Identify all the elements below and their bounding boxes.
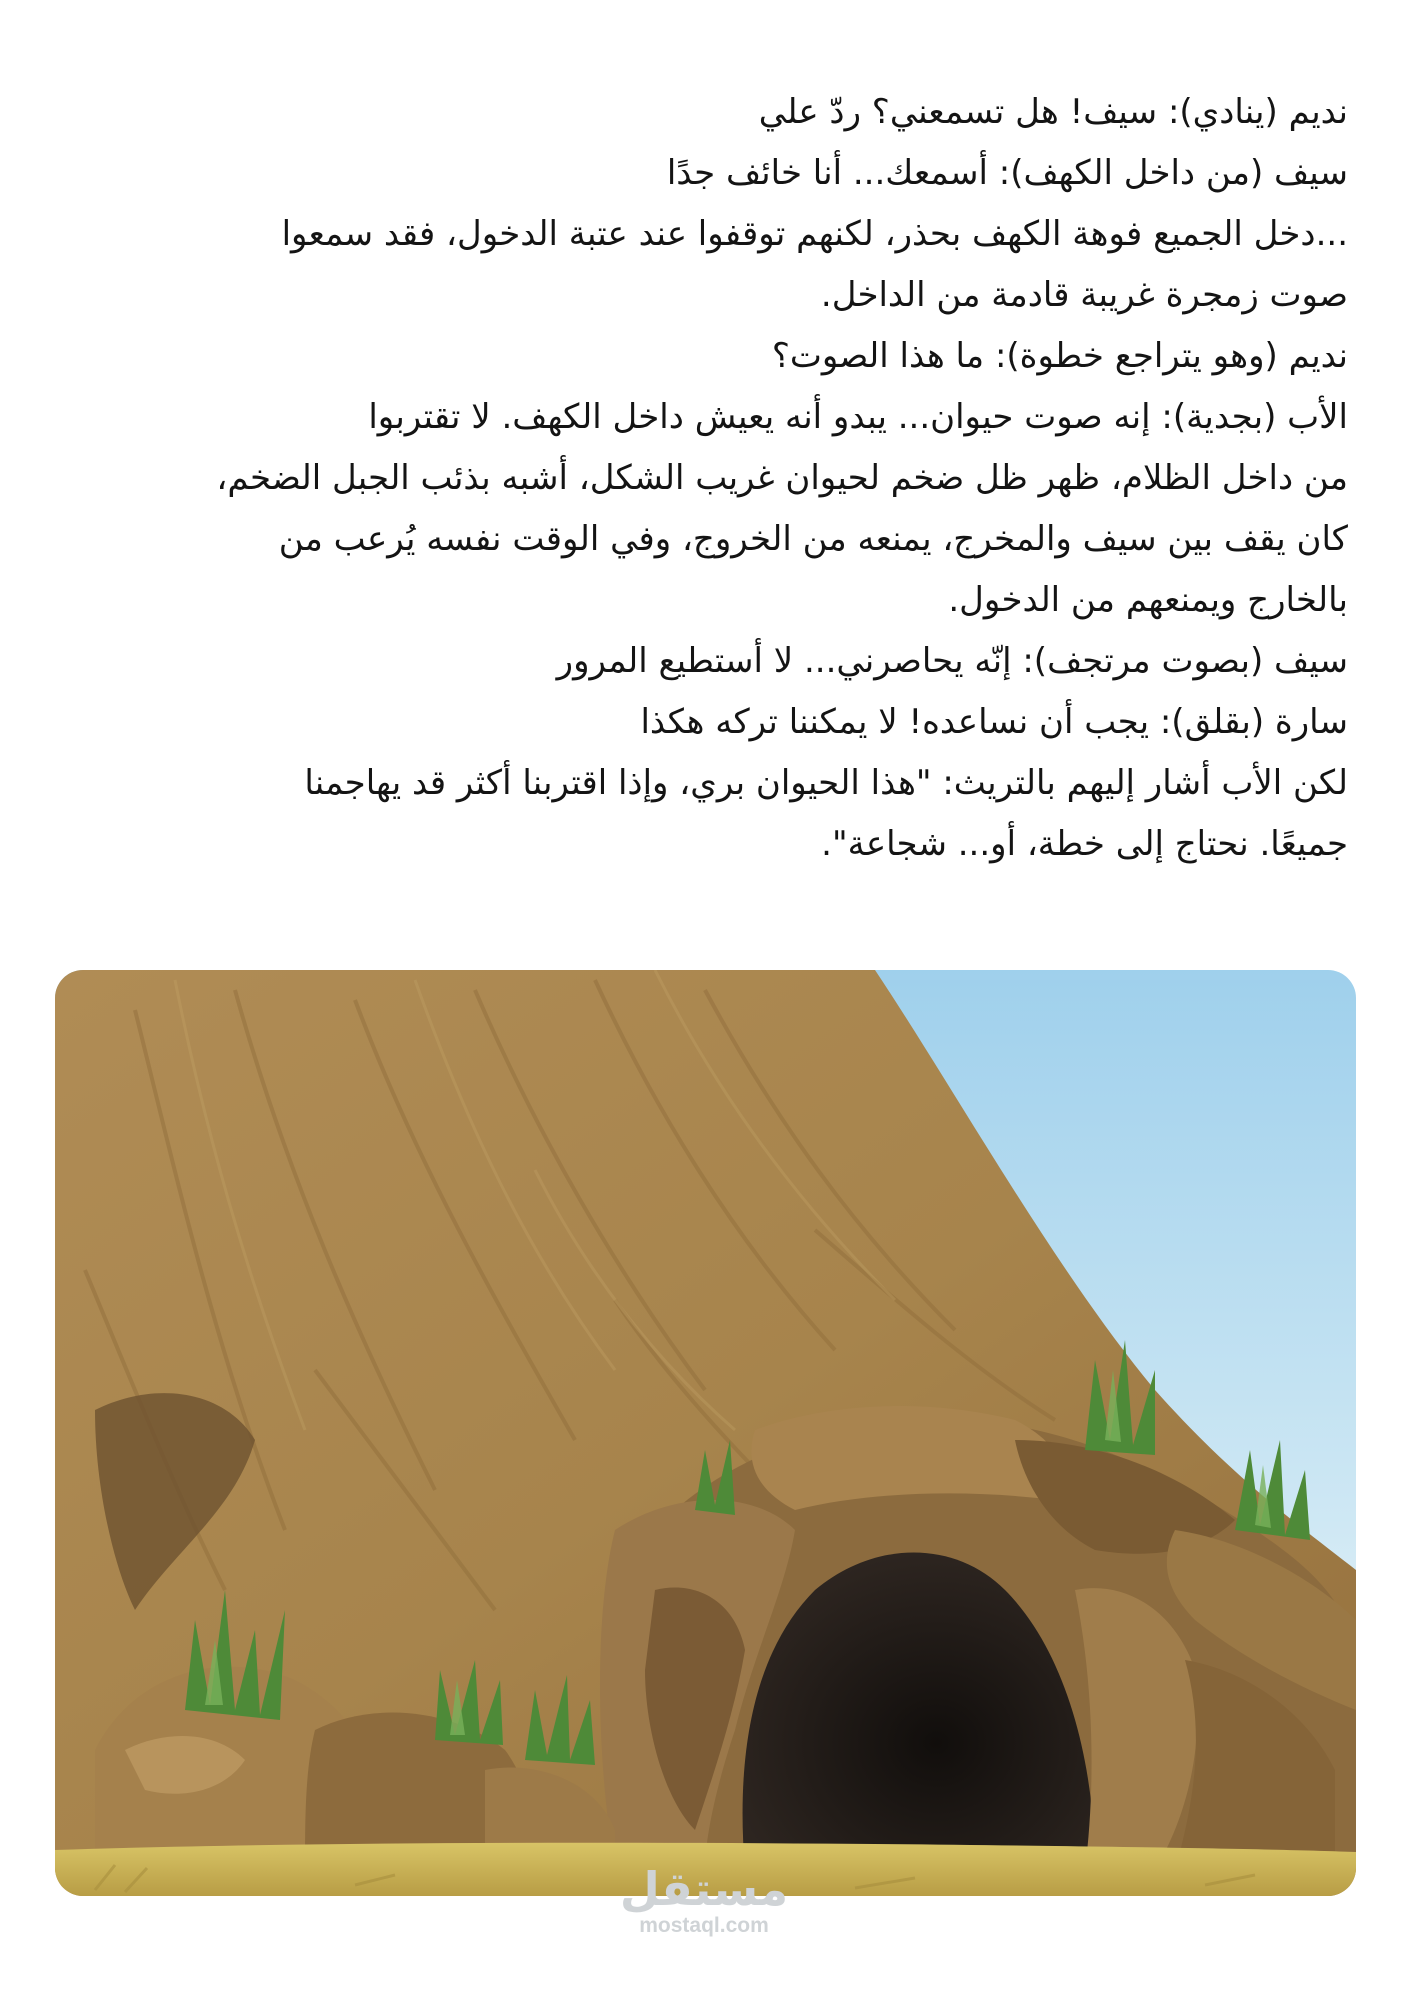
story-text: [56, 82, 1348, 875]
watermark-logo: مستقل: [619, 1862, 789, 1916]
mostaql-watermark: [604, 1860, 804, 1938]
story-line: نديم (وهو يتراجع خطوة): ما هذا الصوت؟: [771, 336, 1348, 376]
cave-illustration: [55, 970, 1356, 1896]
story-line: نديم (ينادي): سيف! هل تسمعني؟ ردّ علي: [758, 92, 1348, 132]
story-line: لكن الأب أشار إليهم بالتريث: "هذا الحيوان بري، وإذا اقتربنا أكثر قد يهاجمنا: [304, 763, 1348, 803]
story-line: سارة (بقلق): يجب أن نساعده! لا يمكننا تركه هكذا: [640, 702, 1348, 742]
story-line: الأب (بجدية): إنه صوت حيوان... يبدو أنه يعيش داخل الكهف. لا تقتربوا: [368, 397, 1348, 437]
story-line: جميعًا. نحتاج إلى خطة، أو... شجاعة".: [821, 824, 1348, 864]
story-line: كان يقف بين سيف والمخرج، يمنعه من الخروج، وفي الوقت نفسه يُرعب من: [278, 519, 1348, 559]
story-line: بالخارج ويمنعهم من الدخول.: [948, 580, 1348, 620]
watermark-url: mostaql.com: [639, 1914, 769, 1937]
story-line: سيف (من داخل الكهف): أسمعك... أنا خائف جدًا: [666, 153, 1348, 193]
story-line: صوت زمجرة غريبة قادمة من الداخل.: [820, 275, 1348, 315]
story-line: من داخل الظلام، ظهر ظل ضخم لحيوان غريب الشكل، أشبه بذئب الجبل الضخم،: [216, 458, 1348, 498]
story-line: سيف (بصوت مرتجف): إنّه يحاصرني... لا أستطيع المرور: [556, 641, 1348, 681]
cave-scene-image: [55, 970, 1356, 1896]
story-line: ...دخل الجميع فوهة الكهف بحذر، لكنهم توقفوا عند عتبة الدخول، فقد سمعوا: [281, 214, 1348, 254]
